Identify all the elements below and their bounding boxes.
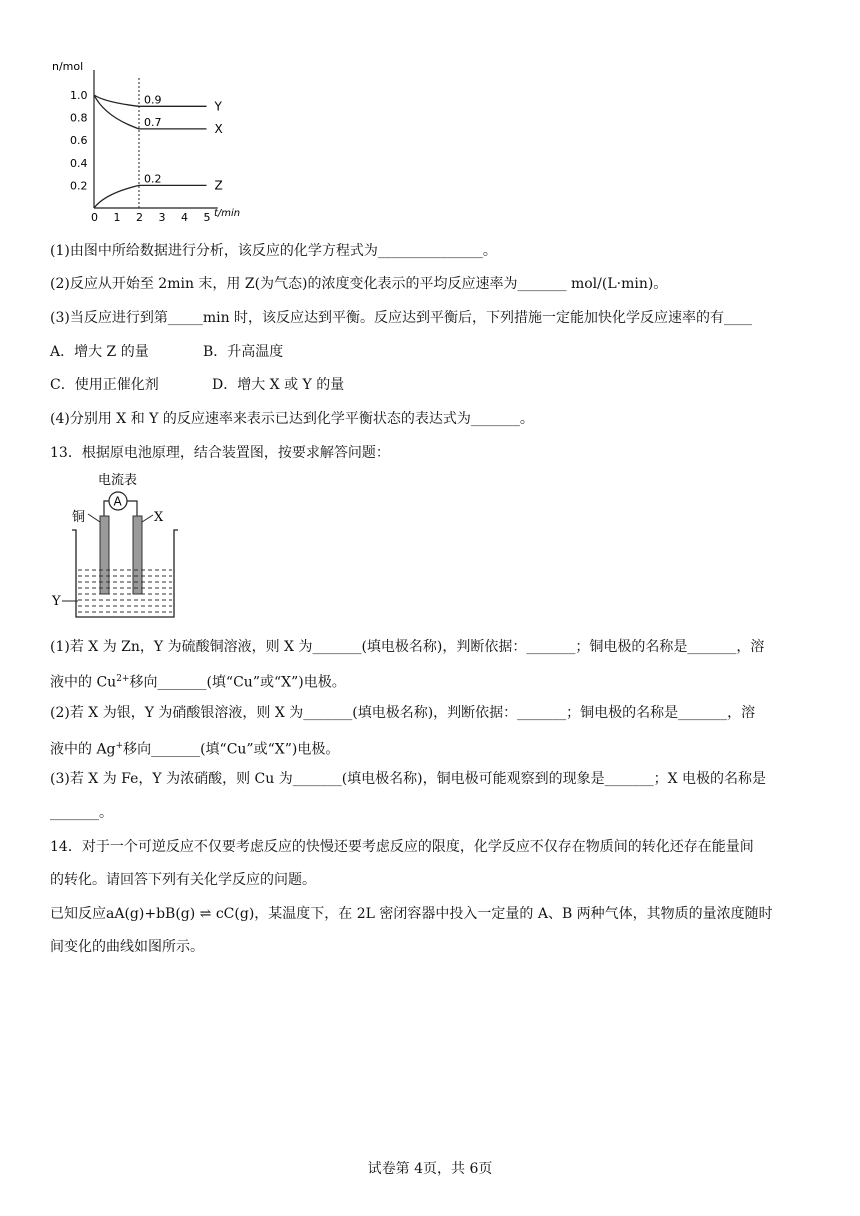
q13-part3-line2: _______。	[50, 805, 113, 821]
mole-time-chart	[48, 56, 258, 224]
ag-charge: +	[115, 741, 124, 751]
ammeter-symbol: A	[113, 494, 122, 509]
y-tick-label: 1.0	[70, 89, 88, 102]
y-tick-label: 0.6	[70, 134, 88, 148]
q12-option-c: C．使用正催化剂	[50, 377, 159, 393]
q13-part3-line1: (3)若 X 为 Fe，Y 为浓硝酸，则 Cu 为_______(填电极名称)，铜电极可能观察到的现象是_______；X 电极的名称是	[50, 771, 767, 787]
q14-line3-pre: 已知反应	[50, 906, 106, 922]
q12-part4: (4)分别用 X 和 Y 的反应速率来表示已达到化学平衡状态的表达式为_______。	[50, 411, 534, 427]
data-label-z: 0.2	[144, 172, 162, 186]
q13-part2-post: 移向_______(填“Cu”或“X”)电极。	[123, 741, 340, 758]
q13-title: 13．根据原电池原理，结合装置图，按要求解答问题：	[50, 445, 390, 461]
solution-label: Y	[52, 594, 61, 609]
q13-part2-line2	[50, 736, 339, 760]
q12-part1: (1)由图中所给数据进行分析，该反应的化学方程式为_______________。	[50, 243, 497, 259]
q12-option-a: A．增大 Z 的量	[50, 344, 149, 360]
data-label-x: 0.7	[144, 115, 162, 129]
page-footer: 试卷第 4页，共 6页	[367, 1161, 493, 1177]
ammeter-title: 电流表	[98, 473, 138, 488]
data-label-y: 0.9	[144, 93, 162, 107]
x-tick-label: 4	[181, 211, 188, 224]
y-tick-label: 0.2	[70, 179, 88, 193]
q14-line3	[50, 904, 773, 924]
x-tick-label: 3	[158, 211, 166, 224]
copper-label: 铜	[72, 510, 86, 525]
x-label: X	[154, 510, 164, 525]
y-tick-label: 0.4	[70, 156, 88, 170]
q13-part1-line1: (1)若 X 为 Zn，Y 为硫酸铜溶液，则 X 为_______(填电极名称)，判断依据：_______；铜电极的名称是_______，溶	[50, 639, 765, 655]
q14-line3-post: ，某温度下，在 2L 密闭容器中投入一定量的 A、B 两种气体，其物质的量浓度随时	[254, 906, 773, 922]
q14-line4: 间变化的曲线如图所示。	[50, 939, 204, 955]
x-tick-label: 0	[91, 211, 98, 224]
series-line-z	[94, 185, 207, 208]
galvanic-cell-diagram	[50, 470, 190, 620]
q14-line1: 14．对于一个可逆反应不仅要考虑反应的快慢还要考虑反应的限度，化学反应不仅存在物质间的转化还存在能量间	[50, 839, 754, 855]
x-tick-label: 2	[136, 211, 143, 224]
q13-part2-pre: 液中的 Ag	[50, 741, 116, 758]
q13-part1-post: 移向_______(填“Cu”或“X”)电极。	[129, 674, 346, 691]
x-tick-label: 1	[113, 211, 121, 224]
cu-charge: 2+	[116, 674, 130, 684]
electrolyte-solution	[78, 570, 172, 612]
q12-part2: (2)反应从开始至 2min 末，用 Z(为气态)的浓度变化表示的平均反应速率为_______ mol/(L·min)。	[50, 276, 668, 292]
y-tick-label: 0.8	[70, 111, 88, 125]
beaker	[72, 530, 178, 617]
series-name-x: X	[214, 121, 223, 136]
q13-part1-pre: 液中的 Cu	[50, 674, 117, 691]
series-name-z: Z	[214, 178, 223, 193]
x-tick-label: 5	[203, 211, 211, 224]
q13-part2-line1: (2)若 X 为银，Y 为硝酸银溶液，则 X 为_______(填电极名称)，判断依据：_______；铜电极的名称是_______，溶	[50, 705, 756, 721]
reaction-equation: aA(g)+bB(g) ⇌ cC(g)	[106, 906, 255, 922]
q12-part3: (3)当反应进行到第_____min 时，该反应达到平衡。反应达到平衡后，下列措施一定能加快化学反应速率的有____	[50, 310, 753, 326]
q12-option-d: D．增大 X 或 Y 的量	[212, 377, 345, 393]
q13-part1-line2	[50, 669, 346, 693]
q12-option-b: B．升高温度	[203, 344, 284, 360]
series-name-y: Y	[214, 99, 222, 114]
chart-svg	[48, 56, 258, 224]
x-axis-label: t/min	[214, 208, 241, 219]
q14-line2: 的转化。请回答下列有关化学反应的问题。	[50, 872, 316, 888]
y-axis-label: n/mol	[52, 60, 84, 73]
